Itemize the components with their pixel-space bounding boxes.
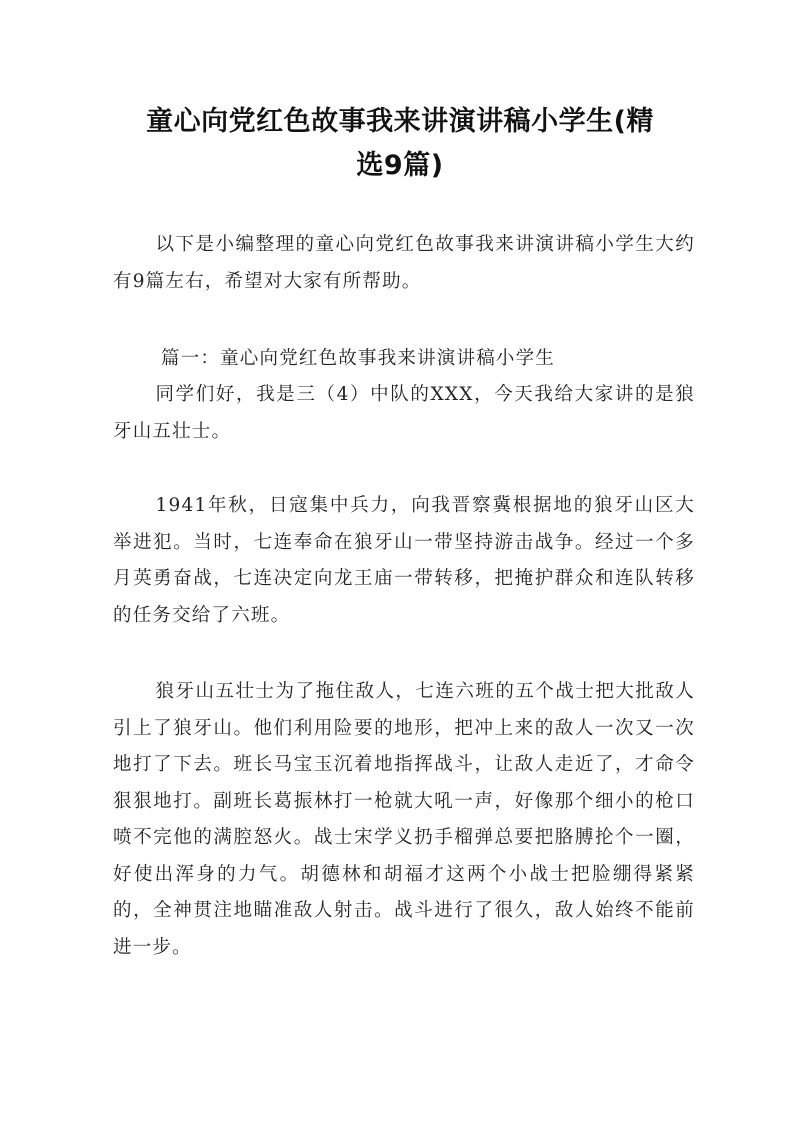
body-paragraph-1: 1941年秋，日寇集中兵力，向我晋察冀根据地的狼牙山区大举进犯。当时，七连奉命在狼牙山一带坚持游击战争。经过一个多月英勇奋战，七连决定向龙王庙一带转移，把掩护群众和连队转移的任务交给了六班。 [113,495,695,626]
section-heading: 篇一：童心向党红色故事我来讲演讲稿小学生 [161,348,556,369]
title-line-1: 童心向党红色故事我来讲演讲稿小学生(精 [146,106,654,137]
body-paragraph-2: 狼牙山五壮士为了拖住敌人，七连六班的五个战士把大批敌人引上了狼牙山。他们利用险要的地形，把冲上来的敌人一次又一次地打了下去。班长马宝玉沉着地指挥战斗，让敌人走近了，才命令狠狠地打。副班长葛振林打一枪就大吼一声，好像那个细小的枪口喷不完他的满腔怒火。战士宋学义扔手榴弹总要把胳膊抡个一圈，好使出浑身的力气。胡德林和胡福才这两个小战士把脸绷得紧紧的，全神贯注地瞄准敌人射击。战斗进行了很久，敌人始终不能前进一步。 [113,681,695,958]
opening-paragraph: 同学们好，我是三（4）中队的XXX，今天我给大家讲的是狼牙山五壮士。 [113,384,695,442]
document-title [110,100,690,188]
title-line-2: 选9篇) [356,150,444,181]
intro-paragraph: 以下是小编整理的童心向党红色故事我来讲演讲稿小学生大约有9篇左右，希望对大家有所帮助。 [113,234,695,292]
